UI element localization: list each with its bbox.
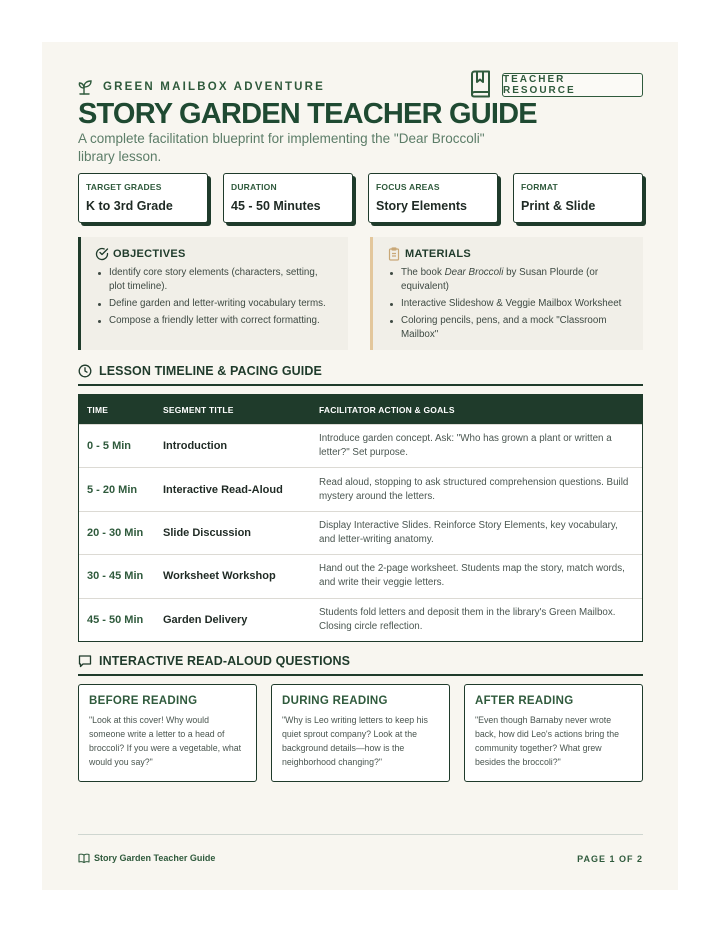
time-cell: 45 - 50 Min: [87, 613, 144, 626]
meta-card-label: FORMAT: [521, 182, 558, 192]
page-footer: [78, 834, 643, 864]
objectives-panel: [78, 237, 348, 350]
objectives-heading: [95, 247, 336, 261]
meta-card-duration: [223, 173, 353, 223]
materials-list: [387, 266, 631, 342]
list-item: [401, 266, 631, 294]
action-cell: Read aloud, stopping to ask structured comprehension questions. Build mystery around the letters.: [319, 476, 629, 502]
question-card-text: "Look at this cover! Why would someone write a letter to a head of broccoli? If you were a vegetable, what would you say?": [89, 715, 242, 767]
objectives-list: [95, 266, 336, 328]
meta-card-focus: [368, 173, 498, 223]
meta-card-value: Story Elements: [376, 199, 468, 213]
page-title: STORY GARDEN TEACHER GUIDE: [78, 98, 537, 130]
action-cell: Hand out the 2-page worksheet. Students map the story, match words, and write their veggie letters.: [319, 563, 625, 589]
chat-bubble-icon: [78, 654, 92, 668]
meta-card-format: [513, 173, 643, 223]
timeline-heading: [78, 364, 643, 386]
segment-cell: Introduction: [163, 440, 228, 453]
action-cell: Students fold letters and deposit them in the library's Green Mailbox. Closing circle reflection.: [319, 606, 616, 632]
table-row: [79, 424, 642, 467]
segment-cell: Slide Discussion: [163, 526, 252, 539]
list-item: Interactive Slideshow & Veggie Mailbox Worksheet: [401, 297, 631, 311]
footer-title-label: Story Garden Teacher Guide: [94, 853, 216, 863]
brand-name: GREEN MAILBOX ADVENTURE: [103, 81, 326, 93]
meta-card-value: K to 3rd Grade: [86, 199, 173, 213]
materials-heading: [387, 247, 631, 261]
column-header: FACILITATOR ACTION & GOALS: [319, 404, 455, 415]
table-row: [79, 467, 642, 510]
meta-card-label: TARGET GRADES: [86, 182, 162, 192]
questions-heading: [78, 654, 643, 676]
footer-title: [78, 852, 215, 864]
page-number: PAGE 1 OF 2: [577, 854, 643, 864]
time-cell: 20 - 30 Min: [87, 526, 144, 539]
meta-card-grades: [78, 173, 208, 223]
list-item: Define garden and letter-writing vocabulary terms.: [109, 297, 336, 311]
materials-panel: [370, 237, 643, 350]
page-subtitle: A complete facilitation blueprint for implementing the "Dear Broccoli" library lesson.: [78, 131, 485, 164]
table-row: [79, 554, 642, 597]
question-card-after: [464, 684, 643, 782]
book-title: Dear Broccoli: [444, 267, 504, 278]
column-header: TIME: [87, 404, 109, 415]
question-card-title: BEFORE READING: [89, 695, 198, 707]
brand-row: [78, 78, 325, 96]
meta-cards: [78, 173, 643, 223]
question-card-during: [271, 684, 450, 782]
action-cell: Display Interactive Slides. Reinforce Story Elements, key vocabulary, and letter-writing anatomy.: [319, 519, 618, 545]
question-cards: [78, 684, 643, 782]
timeline-table: [78, 394, 643, 642]
segment-cell: Garden Delivery: [163, 613, 248, 626]
question-card-title: AFTER READING: [475, 695, 574, 707]
clipboard-icon: [387, 247, 401, 261]
book-icon: [468, 70, 492, 98]
objectives-heading-label: OBJECTIVES: [113, 248, 186, 260]
materials-heading-label: MATERIALS: [405, 248, 472, 260]
segment-cell: Interactive Read-Aloud: [163, 483, 283, 496]
question-card-text: "Why is Leo writing letters to keep his quiet sprout company? Look at the background details—how is the neighborhood changing?": [282, 715, 428, 767]
time-cell: 5 - 20 Min: [87, 483, 138, 496]
questions-heading-label: INTERACTIVE READ-ALOUD QUESTIONS: [99, 654, 351, 668]
table-row: [79, 598, 642, 641]
table-header: [79, 395, 642, 424]
meta-card-value: 45 - 50 Minutes: [231, 199, 321, 213]
column-header: SEGMENT TITLE: [163, 404, 234, 415]
time-cell: 0 - 5 Min: [87, 440, 132, 453]
meta-card-label: FOCUS AREAS: [376, 182, 440, 192]
teacher-resource-badge: TEACHER RESOURCE: [502, 73, 643, 97]
meta-card-value: Print & Slide: [521, 199, 596, 213]
clock-icon: [78, 364, 92, 378]
timeline-heading-label: LESSON TIMELINE & PACING GUIDE: [99, 364, 322, 378]
question-card-title: DURING READING: [282, 695, 388, 707]
meta-card-label: DURATION: [231, 182, 277, 192]
open-book-icon: [78, 852, 90, 864]
sprout-icon: [78, 79, 94, 95]
check-circle-icon: [95, 247, 109, 261]
material-text: by Susan Plourde (or equivalent): [401, 267, 599, 292]
table-row: [79, 511, 642, 554]
list-item: Coloring pencils, pens, and a mock "Classroom Mailbox": [401, 314, 631, 342]
list-item: Identify core story elements (characters, setting, plot timeline).: [109, 266, 336, 294]
time-cell: 30 - 45 Min: [87, 570, 144, 583]
list-item: Compose a friendly letter with correct formatting.: [109, 314, 336, 328]
question-card-before: [78, 684, 257, 782]
segment-cell: Worksheet Workshop: [163, 570, 276, 583]
material-text: The book: [401, 267, 445, 278]
action-cell: Introduce garden concept. Ask: "Who has grown a plant or written a letter?" Set purpose.: [319, 433, 612, 459]
question-card-text: "Even though Barnaby never wrote back, how did Leo's actions bring the community together? What grew besides the broccoli?": [475, 715, 619, 767]
page: [42, 42, 678, 890]
